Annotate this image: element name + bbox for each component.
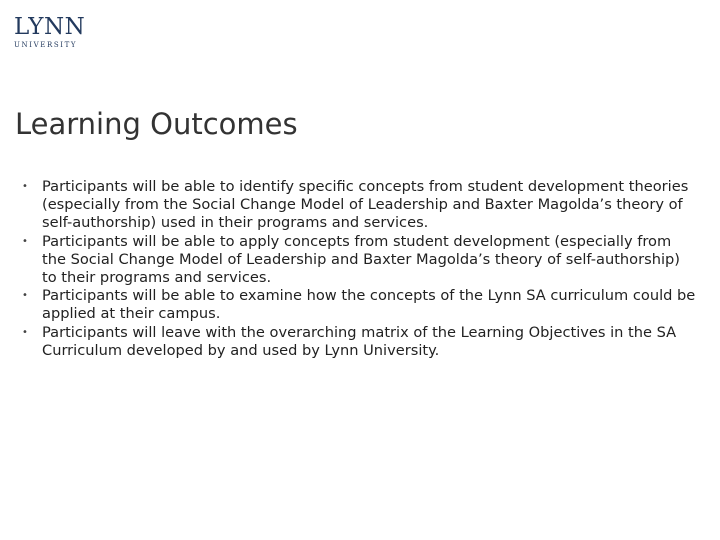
bullet-text: Participants will be able to apply concepts from student development (especially from the Social Change Model of Leadership and Baxter Magolda’s theory of self-authorship) to their programs and services. [42,232,680,287]
bullet-marker-icon: • [22,326,28,338]
bullet-item [22,233,698,288]
bullet-text: Participants will be able to examine how the concepts of the Lynn SA curriculum could be applied at their campus. [42,287,696,323]
bullet-item [22,324,698,360]
bullet-item [22,178,698,233]
bullet-item [22,287,698,323]
logo-name: LYNN [14,14,86,40]
bullet-marker-icon: • [22,235,28,247]
logo-subtitle: UNIVERSITY [14,41,78,49]
bullet-marker-icon: • [22,181,28,192]
slide-title: Learning Outcomes [15,107,298,141]
learning-outcomes-list [22,178,698,360]
bullet-text: Participants will be able to identify specific concepts from student development theories (especially from the Social Change Model of Leadership and Baxter Magolda’s theory of self-authorship) used in their programs and services. [42,178,689,232]
bullet-marker-icon: • [22,290,28,302]
bullet-text: Participants will leave with the overarching matrix of the Learning Objectives in the SA Curriculum developed by and used by Lynn University. [42,323,677,359]
lynn-university-logo [14,14,86,50]
